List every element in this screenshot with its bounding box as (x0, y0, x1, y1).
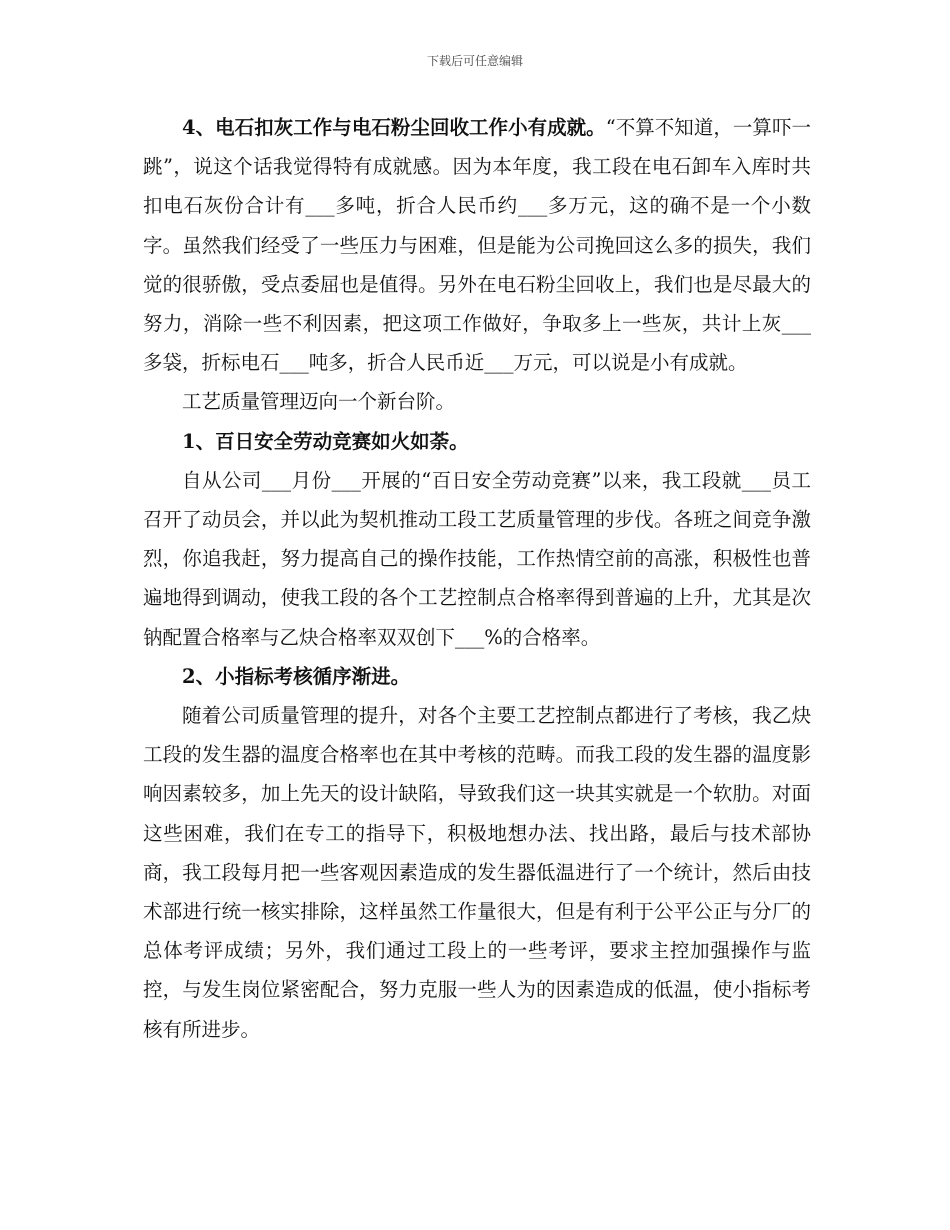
section-heading: 1、百日安全劳动竞赛如火如荼。 (182, 429, 469, 453)
paragraph-safety-competition (143, 461, 811, 657)
paragraph-achievement-4 (143, 108, 811, 382)
section-heading-2 (143, 657, 811, 696)
page-header: 下载后可任意编辑 (426, 54, 523, 68)
section-heading-1 (143, 422, 811, 461)
paragraph-quality-intro (143, 382, 811, 421)
section-heading: 4、电石扣灰工作与电石粉尘回收工作小有成就。 (182, 116, 606, 139)
paragraph-text: 自从公司___月份___开展的“百日安全劳动竞赛”以来，我工段就___员工召开了动员会，并以此为契机推动工段工艺质量管理的步伐。各班之间竞争激烈，你追我赶，努力提高自己的操作技能，工作热情空前的高涨，积极性也普遍地得到调动，使我工段的各个工艺控制点合格率得到普遍的上升，尤其是次钠配置合格率与乙炔合格率双双创下___%的合格率。 (143, 468, 811, 649)
paragraph-text: “不算不知道，一算吓一跳”，说这个话我觉得特有成就感。因为本年度，我工段在电石卸车入库时共扣电石灰份合计有___多吨，折合人民币约___多万元，这的确不是一个小数字。虽然我们经受了一些压力与困难，但是能为公司挽回这么多的损失，我们觉的很骄傲，受点委屈也是值得。另外在电石粉尘回收上，我们也是尽最大的努力，消除一些不利因素，把这项工作做好，争取多上一些灰，共计上灰___多袋，折标电石___吨多，折合人民币近___万元，可以说是小有成就。 (143, 116, 811, 375)
document-body (143, 108, 811, 1049)
paragraph-text: 随着公司质量管理的提升，对各个主要工艺控制点都进行了考核，我乙炔工段的发生器的温度合格率也在其中考核的范畴。而我工段的发生器的温度影响因素较多，加上先天的设计缺陷，导致我们这一块其实就是一个软肋。对面这些困难，我们在专工的指导下，积极地想办法、找出路，最后与技术部协商，我工段每月把一些客观因素造成的发生器低温进行了一个统计，然后由技术部进行统一核实排除，这样虽然工作量很大，但是有利于公平公正与分厂的总体考评成绩；另外，我们通过工段上的一些考评，要求主控加强操作与监控，与发生岗位紧密配合，努力克服一些人为的因素造成的低温，使小指标考核有所进步。 (143, 704, 811, 1041)
paragraph-text: 工艺质量管理迈向一个新台阶。 (182, 390, 456, 414)
paragraph-indicator-assessment (143, 696, 811, 1049)
section-heading: 2、小指标考核循序渐进。 (182, 664, 411, 688)
